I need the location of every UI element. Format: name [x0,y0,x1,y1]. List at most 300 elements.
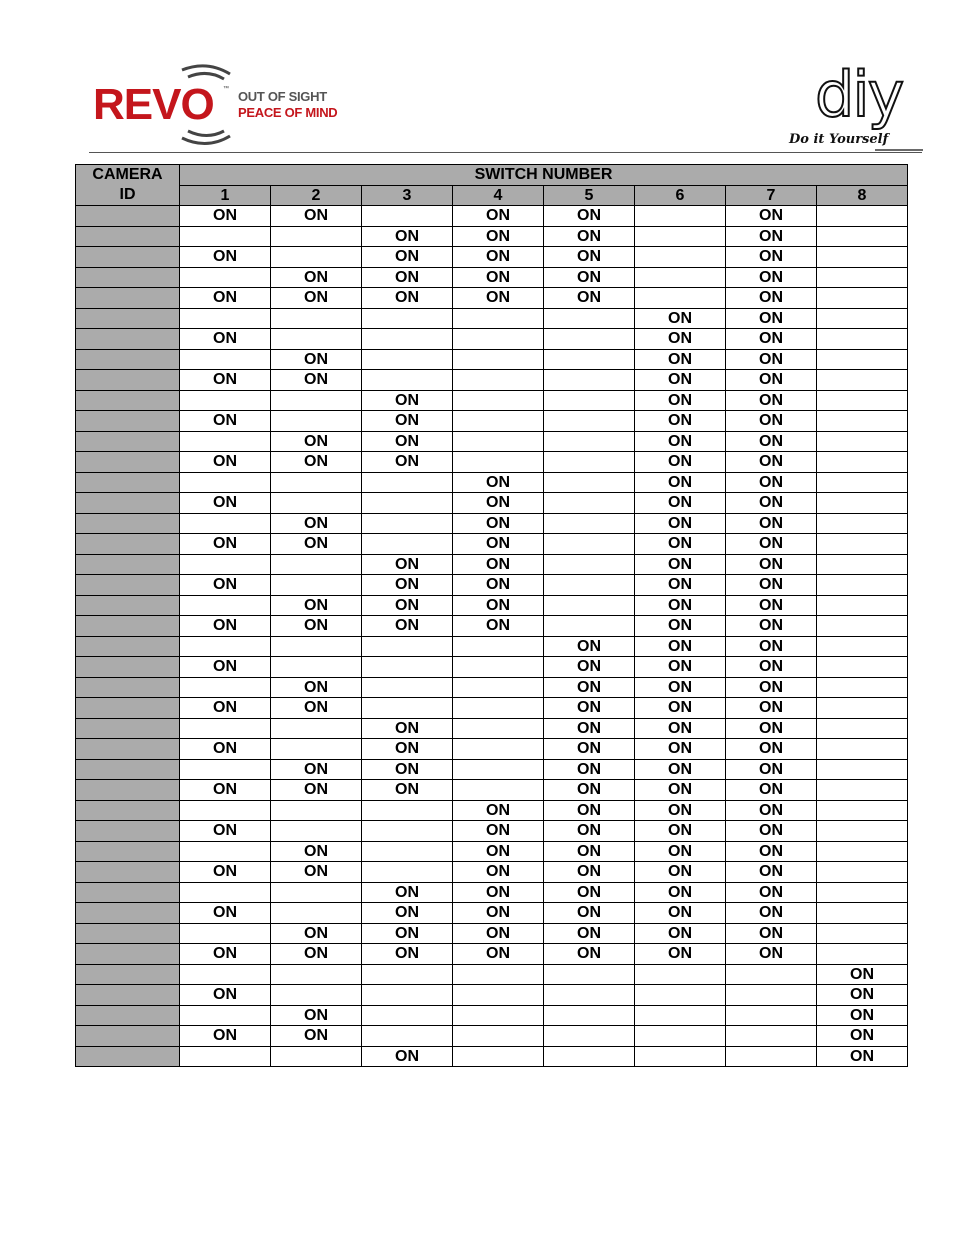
switch-cell [271,739,362,760]
switch-cell: ON [453,247,544,268]
switch-cell [817,923,908,944]
switch-cell [180,923,271,944]
switch-cell [362,1005,453,1026]
switch-cell: ON [635,739,726,760]
switch-cell: ON [544,657,635,678]
switch-cell: ON [180,657,271,678]
switch-cell: ON [635,698,726,719]
tagline-out-of-sight: OUT OF SIGHT [238,89,327,104]
switch-cell: ON [635,452,726,473]
switch-cell [544,493,635,514]
switch-cell [544,452,635,473]
camera-id-cell [76,595,180,616]
switch-cell: ON [726,800,817,821]
switch-cell: ON [362,452,453,473]
table-row [76,923,908,944]
switch-cell [635,267,726,288]
switch-cell [817,759,908,780]
switch-cell [817,780,908,801]
switch-cell: ON [271,513,362,534]
switch-cell [453,431,544,452]
switch-cell: ON [271,698,362,719]
switch-cell: ON [453,882,544,903]
switch-cell [817,513,908,534]
switch-cell: ON [726,923,817,944]
switch-cell: ON [726,534,817,555]
switch-cell [817,308,908,329]
switch-cell [180,800,271,821]
switch-cell [180,677,271,698]
switch-cell [817,575,908,596]
switch-cell [271,964,362,985]
camera-id-cell [76,841,180,862]
switch-cell: ON [180,411,271,432]
switch-cell: ON [362,882,453,903]
camera-id-cell [76,1005,180,1026]
revo-logo [90,62,350,148]
switch-cell: ON [817,1005,908,1026]
camera-id-cell [76,800,180,821]
switch-cell [271,226,362,247]
switch-cell: ON [453,923,544,944]
table-row [76,882,908,903]
switch-cell [817,267,908,288]
switch-cell: ON [726,903,817,924]
camera-id-cell [76,780,180,801]
switch-cell: ON [635,411,726,432]
switch-cell [544,513,635,534]
switch-cell [635,1005,726,1026]
revo-wordmark: REVO [93,80,214,129]
switch-cell: ON [180,370,271,391]
switch-cell: ON [726,349,817,370]
camera-id-cell [76,493,180,514]
switch-cell: ON [362,431,453,452]
trademark-symbol: ™ [223,86,229,92]
switch-cell: ON [544,862,635,883]
switch-cell [817,698,908,719]
switch-cell [180,1046,271,1067]
switch-cell: ON [726,944,817,965]
switch-cell [817,903,908,924]
table-row [76,575,908,596]
switch-cell: ON [180,452,271,473]
switch-cell: ON [726,554,817,575]
switch-cell [362,677,453,698]
switch-number-4: 4 [453,185,544,206]
table-row [76,636,908,657]
switch-cell [635,1046,726,1067]
switch-cell: ON [362,595,453,616]
switch-cell [271,329,362,350]
switch-cell [544,308,635,329]
camera-id-cell [76,554,180,575]
switch-cell: ON [180,1026,271,1047]
camera-id-cell [76,964,180,985]
switch-cell: ON [726,390,817,411]
switch-cell [362,800,453,821]
switch-cell: ON [726,718,817,739]
switch-cell: ON [180,780,271,801]
dip-switch-table [75,164,908,1067]
table-row [76,472,908,493]
switch-cell: ON [635,472,726,493]
switch-cell: ON [726,226,817,247]
camera-id-cell [76,882,180,903]
switch-cell: ON [271,370,362,391]
switch-cell [635,288,726,309]
switch-cell: ON [453,595,544,616]
switch-cell: ON [362,759,453,780]
switch-cell: ON [362,944,453,965]
camera-id-cell [76,657,180,678]
switch-cell: ON [362,411,453,432]
table-row [76,267,908,288]
switch-cell: ON [180,862,271,883]
switch-cell: ON [726,677,817,698]
table-row [76,944,908,965]
switch-cell: ON [726,698,817,719]
switch-cell [544,616,635,637]
switch-cell [635,226,726,247]
switch-cell: ON [726,411,817,432]
switch-cell [544,1026,635,1047]
camera-id-cell [76,636,180,657]
table-row [76,493,908,514]
switch-cell [817,862,908,883]
switch-cell: ON [726,472,817,493]
switch-cell: ON [635,903,726,924]
switch-cell: ON [180,616,271,637]
switch-cell: ON [544,780,635,801]
switch-cell: ON [453,554,544,575]
switch-cell: ON [726,882,817,903]
switch-cell [817,616,908,637]
switch-cell [453,780,544,801]
switch-cell: ON [362,780,453,801]
switch-cell: ON [271,923,362,944]
switch-cell: ON [726,636,817,657]
switch-cell [817,431,908,452]
table-row [76,841,908,862]
switch-cell: ON [635,431,726,452]
switch-cell: ON [726,370,817,391]
switch-cell [635,206,726,227]
switch-cell [453,329,544,350]
camera-id-cell [76,513,180,534]
underline-flourish-icon [785,72,930,154]
switch-cell: ON [635,841,726,862]
switch-cell [362,513,453,534]
camera-id-cell [76,944,180,965]
switch-cell: ON [362,247,453,268]
switch-cell: ON [362,288,453,309]
switch-cell: ON [635,513,726,534]
switch-cell [362,308,453,329]
switch-cell: ON [726,821,817,842]
switch-cell: ON [362,739,453,760]
switch-cell [180,349,271,370]
table-row [76,226,908,247]
switch-cell [453,349,544,370]
switch-cell [180,1005,271,1026]
switch-number-7: 7 [726,185,817,206]
switch-cell: ON [817,1046,908,1067]
switch-cell: ON [180,288,271,309]
switch-cell [453,1005,544,1026]
switch-cell: ON [635,800,726,821]
switch-cell: ON [635,636,726,657]
switch-cell [817,411,908,432]
switch-cell [544,575,635,596]
switch-cell [726,1005,817,1026]
header-row-2 [76,185,908,206]
switch-cell [362,657,453,678]
switch-cell [271,903,362,924]
page-header [0,0,954,160]
switch-cell: ON [271,288,362,309]
switch-cell [544,595,635,616]
switch-cell [726,1046,817,1067]
switch-cell: ON [362,1046,453,1067]
switch-cell: ON [544,206,635,227]
switch-cell: ON [817,1026,908,1047]
switch-cell: ON [271,862,362,883]
switch-cell [726,1026,817,1047]
switch-cell [453,739,544,760]
switch-cell [271,800,362,821]
camera-id-cell [76,472,180,493]
switch-cell: ON [271,780,362,801]
switch-cell: ON [544,800,635,821]
switch-cell [453,718,544,739]
switch-cell: ON [635,390,726,411]
switch-cell [817,452,908,473]
switch-number-5: 5 [544,185,635,206]
camera-id-cell [76,288,180,309]
camera-id-cell [76,411,180,432]
switch-cell [453,370,544,391]
table-row [76,616,908,637]
header-row-1 [76,165,908,186]
switch-cell: ON [544,677,635,698]
diy-logo [785,58,930,154]
switch-cell: ON [544,247,635,268]
switch-cell [817,349,908,370]
switch-cell: ON [453,493,544,514]
switch-cell [726,964,817,985]
switch-cell [180,759,271,780]
switch-cell: ON [635,329,726,350]
switch-cell [453,411,544,432]
switch-cell: ON [180,247,271,268]
switch-cell [453,452,544,473]
table-row [76,759,908,780]
switch-cell: ON [453,821,544,842]
camera-id-cell [76,206,180,227]
switch-cell: ON [271,595,362,616]
switch-cell: ON [453,206,544,227]
switch-cell: ON [180,329,271,350]
switch-cell: ON [817,985,908,1006]
switch-cell: ON [453,472,544,493]
table-row [76,698,908,719]
table-row [76,554,908,575]
camera-id-cell [76,267,180,288]
switch-cell [271,308,362,329]
switch-cell: ON [635,944,726,965]
switch-number-3: 3 [362,185,453,206]
table-row [76,513,908,534]
switch-cell: ON [453,800,544,821]
switch-cell [180,882,271,903]
switch-cell [817,718,908,739]
switch-cell: ON [544,903,635,924]
switch-cell: ON [635,759,726,780]
switch-cell [271,882,362,903]
switch-cell [453,677,544,698]
switch-cell: ON [726,431,817,452]
switch-cell [817,657,908,678]
switch-cell [453,964,544,985]
camera-id-cell [76,247,180,268]
switch-cell [271,390,362,411]
switch-cell: ON [544,636,635,657]
switch-cell [362,206,453,227]
camera-id-cell [76,698,180,719]
switch-cell [817,800,908,821]
switch-cell [817,739,908,760]
camera-id-cell [76,923,180,944]
table-row [76,677,908,698]
switch-cell: ON [180,698,271,719]
switch-cell: ON [362,616,453,637]
switch-cell: ON [726,206,817,227]
switch-cell: ON [817,964,908,985]
switch-cell [817,288,908,309]
switch-cell: ON [635,554,726,575]
table-row [76,718,908,739]
switch-cell [180,226,271,247]
table-row [76,1046,908,1067]
switch-cell: ON [726,616,817,637]
switch-cell [817,226,908,247]
header-divider [89,152,922,153]
camera-id-cell [76,226,180,247]
switch-cell [635,247,726,268]
switch-cell [180,431,271,452]
switch-cell: ON [180,944,271,965]
switch-cell [362,493,453,514]
switch-cell [817,370,908,391]
switch-cell: ON [180,821,271,842]
switch-cell: ON [180,903,271,924]
switch-cell: ON [726,862,817,883]
switch-cell [817,472,908,493]
camera-id-cell [76,390,180,411]
switch-cell: ON [362,923,453,944]
switch-cell: ON [635,718,726,739]
switch-cell: ON [453,513,544,534]
camera-id-cell [76,329,180,350]
camera-id-cell [76,677,180,698]
switch-cell [453,657,544,678]
switch-cell: ON [635,575,726,596]
switch-cell [271,985,362,1006]
switch-cell: ON [362,390,453,411]
switch-number-8: 8 [817,185,908,206]
camera-id-cell [76,431,180,452]
switch-cell [544,390,635,411]
switch-cell: ON [453,944,544,965]
table-row [76,206,908,227]
switch-cell: ON [453,575,544,596]
switch-cell [817,329,908,350]
table-row [76,800,908,821]
switch-cell [362,370,453,391]
switch-cell: ON [271,1005,362,1026]
switch-cell: ON [544,739,635,760]
camera-id-cell [76,534,180,555]
switch-cell: ON [271,759,362,780]
camera-id-cell [76,452,180,473]
switch-cell: ON [544,698,635,719]
switch-cell [544,1005,635,1026]
switch-cell [817,944,908,965]
switch-cell: ON [362,226,453,247]
switch-number-6: 6 [635,185,726,206]
camera-id-cell [76,1046,180,1067]
switch-cell [180,472,271,493]
switch-cell: ON [544,841,635,862]
switch-cell [271,657,362,678]
switch-number-1: 1 [180,185,271,206]
switch-cell [180,513,271,534]
switch-cell: ON [453,288,544,309]
switch-cell: ON [726,759,817,780]
switch-cell: ON [635,882,726,903]
switch-cell: ON [635,780,726,801]
switch-cell: ON [544,288,635,309]
switch-cell: ON [362,718,453,739]
switch-cell [180,390,271,411]
camera-header-line1: CAMERA [92,166,163,183]
switch-cell: ON [726,288,817,309]
table-row [76,739,908,760]
table-row [76,534,908,555]
table-row [76,349,908,370]
switch-cell [180,554,271,575]
switch-cell [271,247,362,268]
switch-cell [635,985,726,1006]
switch-cell [180,308,271,329]
switch-cell [180,964,271,985]
table-row [76,329,908,350]
switch-cell: ON [544,226,635,247]
switch-cell: ON [271,452,362,473]
switch-cell: ON [271,206,362,227]
switch-cell [271,472,362,493]
switch-cell [817,677,908,698]
camera-id-cell [76,759,180,780]
switch-cell [544,554,635,575]
camera-id-cell [76,862,180,883]
switch-cell: ON [726,739,817,760]
table-row [76,247,908,268]
diy-tagline: Do it Yourself [789,132,889,147]
switch-cell [817,882,908,903]
switch-cell [544,534,635,555]
